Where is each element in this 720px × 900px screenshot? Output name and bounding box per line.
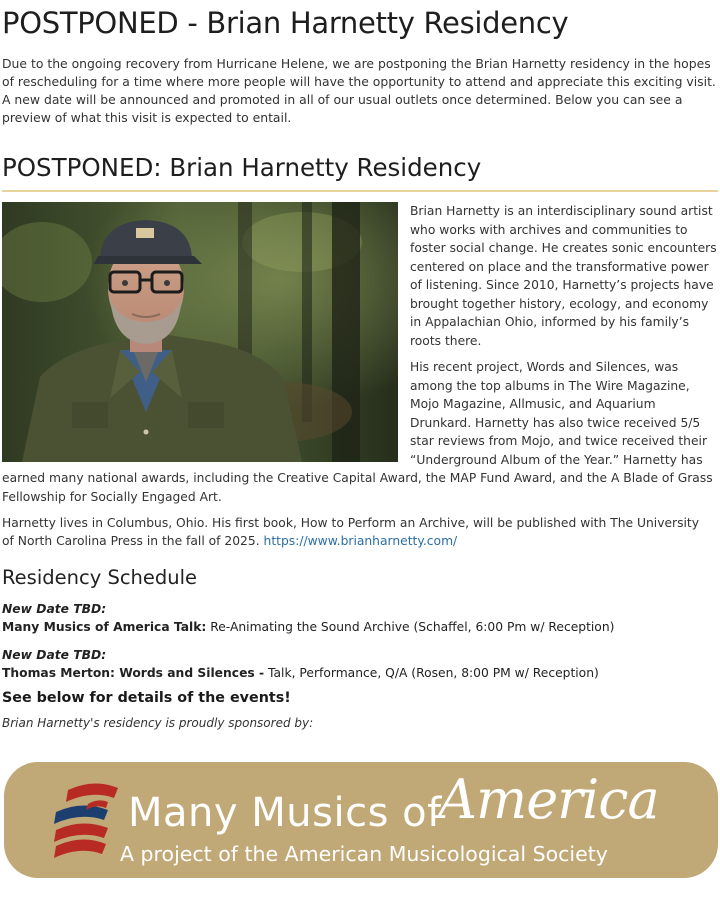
bio-line: Brian Harnetty is an interdisciplinary sound artist — [410, 204, 713, 218]
bio-line: brought together history, ecology, and economy — [410, 296, 709, 311]
event-details: Re-Animating the Sound Archive (Schaffel, 6:00 Pm w/ Reception) — [210, 620, 615, 634]
bio-line: roots there. — [410, 333, 482, 348]
bio-line: of listening. Since 2010, Harnetty’s projects have — [410, 278, 714, 292]
event-date: New Date TBD: — [2, 602, 107, 616]
bio-line: among the top albums in The Wire Magazine, — [410, 378, 690, 393]
bio-line: “Underground Album of the Year.” Harnetty has — [410, 452, 703, 467]
portrait-photo — [2, 202, 398, 462]
bio-line: centered on place and the transformative power — [410, 259, 709, 274]
bio-line: foster social change. He creates sonic encounters — [410, 241, 717, 255]
event-date: New Date TBD: — [2, 648, 107, 662]
artist-website-link[interactable]: https://www.brianharnetty.com/ — [263, 534, 458, 549]
event-details: Talk, Performance, Q/A (Rosen, 8:00 PM w/ Reception) — [268, 666, 599, 680]
bio-line: in Appalachian Ohio, informed by his family’s — [410, 315, 690, 329]
residence-paragraph — [2, 514, 714, 550]
heading-divider — [2, 190, 718, 192]
artist-photo — [2, 202, 398, 462]
banner-script-word: America — [438, 768, 659, 831]
banner-title: Many Musics of — [128, 790, 442, 836]
page-title: POSTPONED - Brian Harnetty Residency — [2, 6, 569, 40]
flag-logo-icon — [48, 774, 126, 872]
intro-paragraph: Due to the ongoing recovery from Hurricane Helene, we are postponing the Brian Harnetty residency in the hopes of rescheduling for a time where more people will have the opportunity to attend and appreciate this exciting visit. A new date will be announced and promoted in all of our usual outlets once determined. Below you can see a preview of what this visit is expected to entail. — [2, 56, 716, 125]
schedule-event — [2, 646, 599, 682]
section-heading: POSTPONED: Brian Harnetty Residency — [2, 153, 482, 182]
bio-line: who works with archives and communities to — [410, 222, 688, 237]
bio-line: star reviews from Mojo, and twice received their — [410, 434, 708, 448]
events-note: See below for details of the events! — [2, 690, 291, 706]
banner-subtitle: A project of the American Musicological Society — [120, 842, 608, 866]
bio-line: His recent project, Words and Silences, was — [410, 360, 679, 374]
sponsor-banner[interactable] — [4, 762, 718, 878]
event-name: Thomas Merton: Words and Silences - — [2, 666, 265, 680]
schedule-event — [2, 600, 614, 636]
event-name: Many Musics of America Talk: — [2, 620, 207, 634]
residence-text: Harnetty lives in Columbus, Ohio. His first book, How to Perform an Archive, will be published with The University of North Carolina Press in the fall of 2025. — [2, 516, 700, 549]
schedule-heading: Residency Schedule — [2, 566, 198, 589]
bio-line: Drunkard. Harnetty has also twice received 5/5 — [410, 415, 701, 430]
bio-line: Fellowship for Socially Engaged Art. — [2, 489, 222, 504]
bio-line: earned many national awards, including the Creative Capital Award, the MAP Fund Award, and the A Blade of Grass — [2, 471, 713, 485]
sponsor-note: Brian Harnetty's residency is proudly sponsored by: — [2, 716, 314, 730]
bio-line: Mojo Magazine, Allmusic, and Aquarium — [410, 397, 656, 411]
